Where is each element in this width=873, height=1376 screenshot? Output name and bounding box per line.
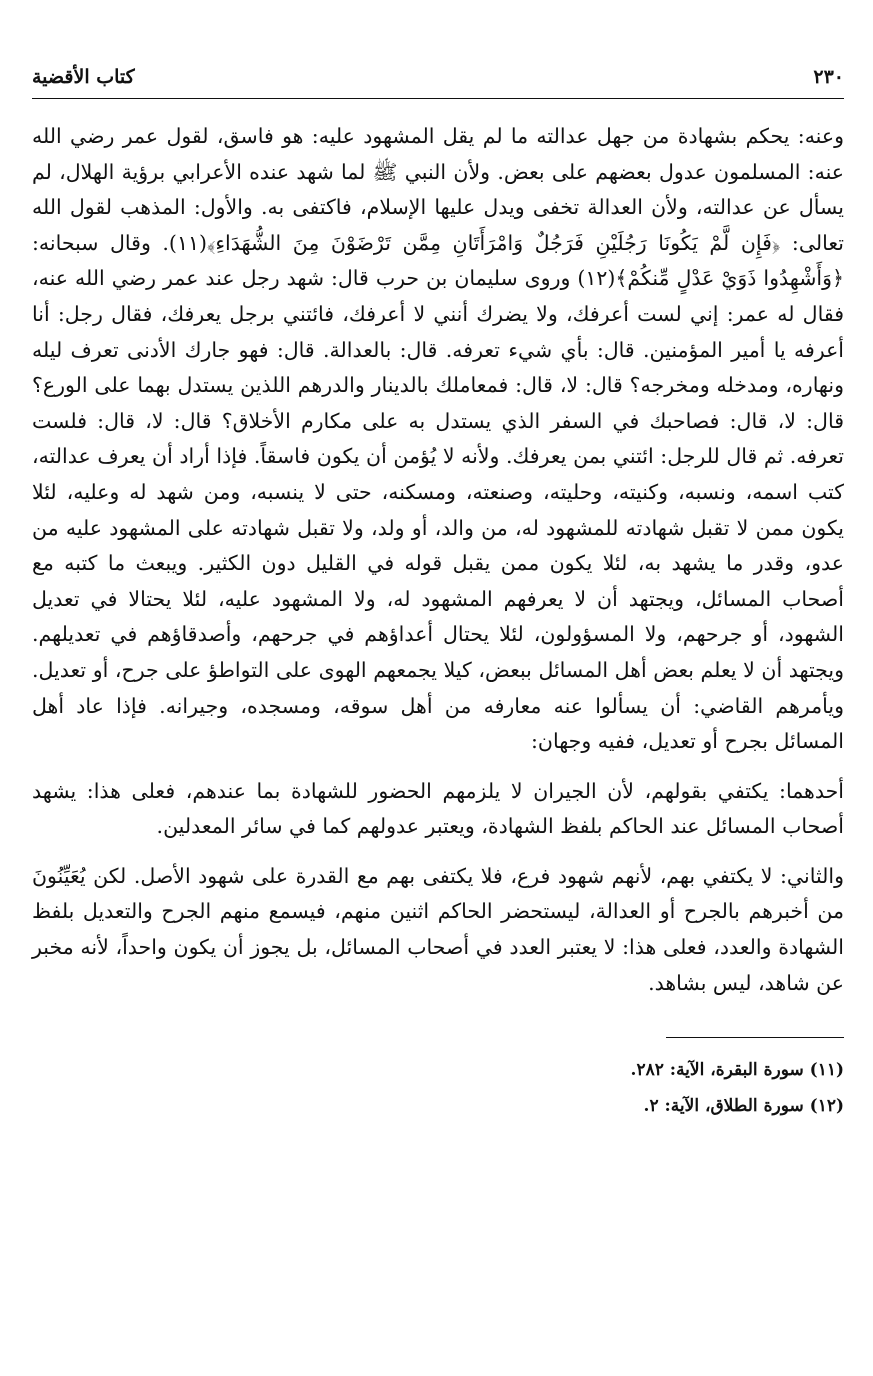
header-rule [32, 98, 844, 99]
footnote-12: (١٢) سورة الطلاق، الآية: ٢. [643, 1096, 844, 1117]
footnote-11: (١١) سورة البقرة، الآية: ٢٨٢. [630, 1060, 844, 1081]
page-number: ٢٣٠ [813, 66, 844, 88]
paragraph-main: وعنه: يحكم بشهادة من جهل عدالته ما لم يقل المشهود عليه: هو فاسق، لقول عمر رضي الله عنه: المسلمون عدول بعضهم على بعض. ولأن النبي ﷺ لما شهد عنده الأعرابي برؤية الهلال، لم يسأل عن عدالته، ولأن العدالة تخفى ويدل عليها الإسلام، فاكتفى به. والأول: المذهب لقول الله تعالى: ﴿فَإِن لَّمْ يَكُونَا رَجُلَيْنِ فَرَجُلٌ وَامْرَأَتَانِ مِمَّن تَرْضَوْنَ مِنَ الشُّهَدَاءِ﴾(١١). وقال سبحانه: ﴿وَأَشْهِدُوا ذَوَيْ عَدْلٍ مِّنكُمْ﴾(١٢) وروى سليمان بن حرب قال: شهد رجل عند عمر رضي الله عنه، فقال له عمر: إني لست أعرفك، ولا يضرك أنني لا أعرفك، فائتني برجل يعرفك، فقال رجل: أنا أعرفه يا أمير المؤمنين. قال: بأي شيء تعرفه. قال: بالعدالة. قال: فهو جارك الأدنى تعرف ليله ونهاره، ومدخله ومخرجه؟ قال: لا، قال: فمعاملك بالدينار والدرهم اللذين يستدل بهما على الورع؟ قال: لا، قال: فصاحبك في السفر الذي يستدل به على مكارم الأخلاق؟ قال: لا، قال: فلست تعرفه. ثم قال للرجل: ائتني بمن يعرفك. ولأنه لا يُؤمن أن يكون فاسقاً. فإذا أراد أن يعرف عدالته، كتب اسمه، ونسبه، وكنيته، وحليته، وصنعته، ومسكنه، حتى لا ينسبه، ومن شهد له وعليه، لئلا يكون ممن لا تقبل شهادته للمشهود له، من والد، أو ولد، ولا تقبل شهادته على المشهود عليه من عدو، وقدر ما يشهد به، لئلا يكون ممن يقبل قوله في القليل دون الكثير. ويبعث ما كتبه مع أصحاب المسائل، ويجتهد أن لا يعرفهم المشهود له، ولا المشهود عليه، لئلا يحتالا في تعديل الشهود، أو جرحهم، ولا المسؤولون، لئلا يحتال أعداؤهم في جرحهم، وأصدقاؤهم في تعديلهم. ويجتهد أن لا يعلم بعض أهل المسائل ببعض، كيلا يجمعهم الهوى على التواطؤ على جرح، أو تعديل. ويأمرهم القاضي: أن يسألوا عنه معارفه من أهل سوقه، ومسجده، وجيرانه. فإذا عاد أهل المسائل بجرح أو تعديل، ففيه وجهان: [32, 124, 844, 754]
book-page [32, 54, 844, 1354]
paragraph-first-view: أحدهما: يكتفي بقولهم، لأن الجيران لا يلزمهم الحضور للشهادة بما عندهم، فعلى هذا: يشهد أصحاب المسائل عند الحاكم بلفظ الشهادة، ويعتبر عدولهم كما في سائر المعدلين. [32, 778, 844, 839]
paragraph-second-view: والثاني: لا يكتفي بهم، لأنهم شهود فرع، فلا يكتفى بهم مع القدرة على شهود الأصل. لكن يُعَيِّنُونَ من أخبرهم بالجرح أو العدالة، ليستحضر الحاكم اثنين منهم، فيسمع منهم الجرح والتعديل بلفظ الشهادة والعدد، فعلى هذا: لا يعتبر العدد في أصحاب المسائل، بل يجوز أن يكون واحداً، لأنه مخبر عن شاهد، ليس بشاهد. [32, 863, 844, 995]
book-title: كتاب الأقضية [32, 66, 135, 88]
footnote-rule [666, 1037, 844, 1038]
body-text [32, 119, 844, 1001]
running-head [32, 54, 844, 88]
